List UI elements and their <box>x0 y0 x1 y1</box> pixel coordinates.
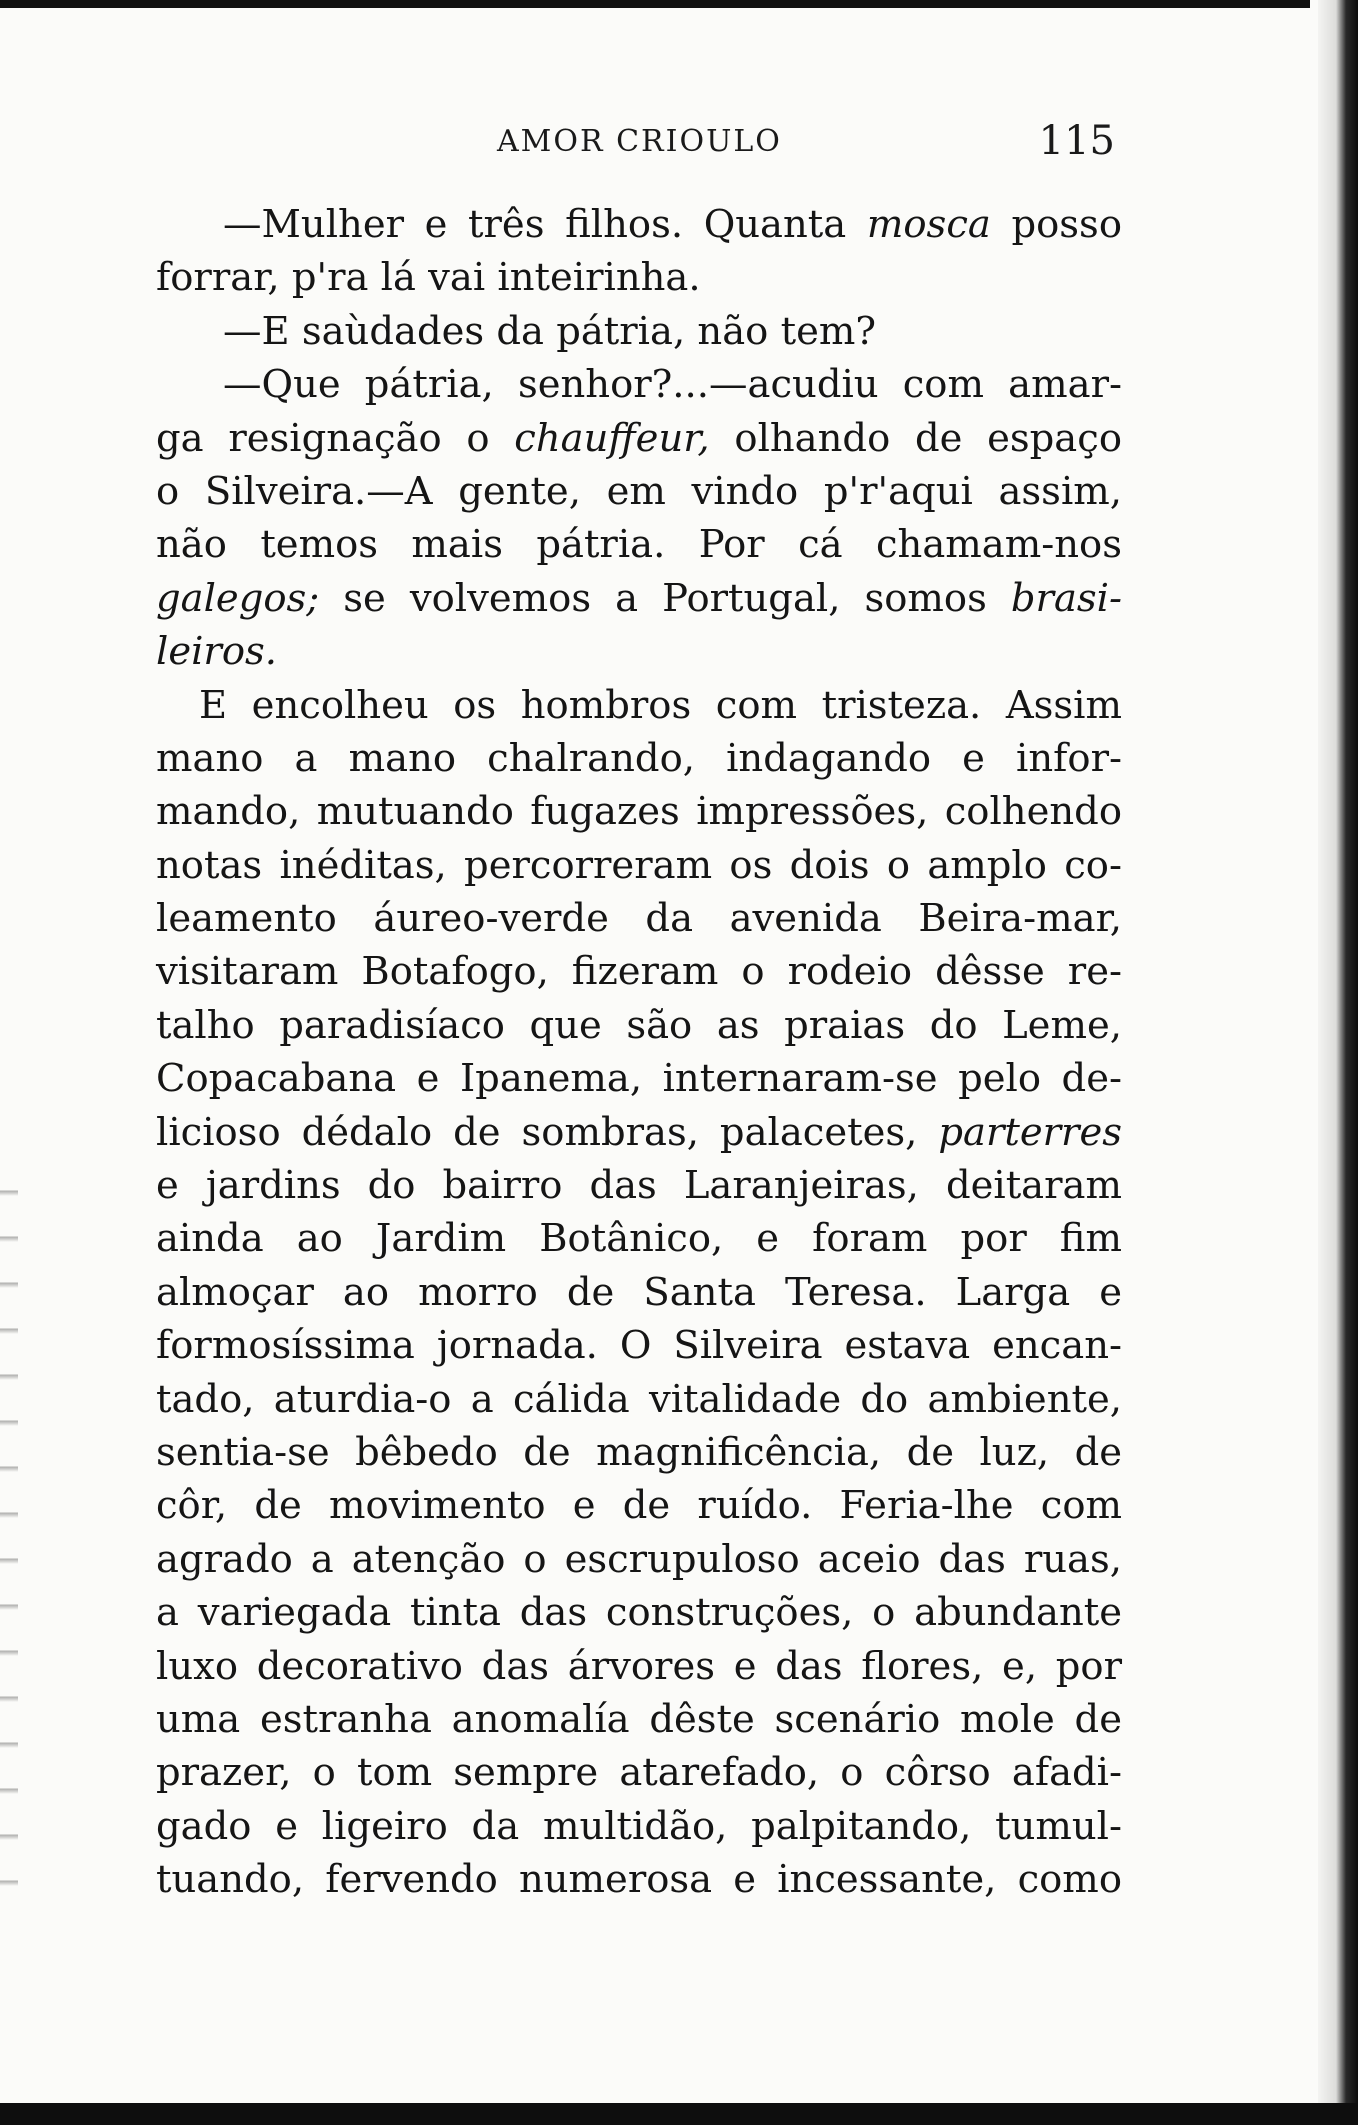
line-text: tuando, fervendo numerosa e incessante, como <box>156 1857 1122 1903</box>
line-text: licioso dédalo de sombras, palacetes, <box>156 1109 939 1155</box>
line-text: prazer, o tom sempre atarefado, o côrso afadi- <box>156 1750 1122 1796</box>
text-line <box>156 1106 1122 1159</box>
line-text: formosíssima jornada. O Silveira estava encan- <box>156 1323 1122 1369</box>
text-line <box>156 785 1122 838</box>
text-line <box>156 1426 1122 1479</box>
line-text: mano a mano chalrando, indagando e infor- <box>156 735 1122 781</box>
line-text: a variegada tinta das construções, o abundante <box>156 1590 1122 1636</box>
line-text: E encolheu os hombros com tristeza. Assim <box>199 682 1122 728</box>
line-text: côr, de movimento e de ruído. Feria-lhe com <box>156 1483 1122 1529</box>
line-text: forrar, p'ra lá vai inteirinha. <box>156 255 701 301</box>
line-text: —E saùdades da pátria, não tem? <box>223 308 876 354</box>
text-line <box>156 1693 1122 1746</box>
italic-word: brasi- <box>1010 575 1122 621</box>
line-text: —Mulher e três filhos. Quanta <box>223 202 867 247</box>
line-text: almoçar ao morro de Santa Teresa. Larga e <box>156 1269 1122 1315</box>
line-text: talho paradisíaco que são as praias do Leme, <box>156 1002 1122 1048</box>
text-line <box>156 572 1122 625</box>
text-line <box>156 1159 1122 1212</box>
text-line <box>156 1853 1122 1906</box>
scan-right-edge <box>1318 0 1358 2125</box>
scan-left-specks <box>0 1150 18 1910</box>
italic-word: chauffeur, <box>514 415 710 461</box>
line-text: agrado a atenção o escrupuloso aceio das ruas, <box>156 1536 1122 1582</box>
line-text: leamento áureo-verde da avenida Beira-mar, <box>156 896 1122 942</box>
line-text: se volvemos a Portugal, somos <box>319 575 1011 621</box>
text-line <box>156 198 1122 251</box>
line-text: mando, mutuando fugazes impressões, colhendo <box>156 789 1122 835</box>
text-line <box>156 412 1122 465</box>
italic-word: parterres <box>938 1109 1122 1155</box>
line-text: uma estranha anomalía dêste scenário mole de <box>156 1696 1122 1742</box>
text-line <box>156 839 1122 892</box>
line-text: notas inéditas, percorreram os dois o amplo co- <box>156 842 1122 888</box>
running-head <box>155 118 1115 168</box>
text-line <box>156 251 1122 304</box>
line-text: posso <box>990 202 1122 247</box>
body-text <box>156 198 1122 1907</box>
text-line <box>156 1640 1122 1693</box>
line-text: —Que pátria, senhor?...—acudiu com amar- <box>223 362 1122 408</box>
page-number: 115 <box>1038 118 1115 164</box>
text-line <box>156 1746 1122 1799</box>
text-line <box>156 999 1122 1052</box>
text-line <box>156 1479 1122 1532</box>
line-text: luxo decorativo das árvores e das flores, e, por <box>156 1643 1122 1689</box>
line-text: visitaram Botafogo, fizeram o rodeio dêsse re- <box>156 949 1122 995</box>
line-text: ga resignação o <box>156 415 515 461</box>
text-line <box>156 465 1122 518</box>
text-line <box>156 1533 1122 1586</box>
running-title: AMOR CRIOULO <box>497 124 782 159</box>
line-text: e jardins do bairro das Laranjeiras, deitaram <box>156 1163 1122 1209</box>
line-text: ainda ao Jardim Botânico, e foram por fim <box>156 1216 1122 1262</box>
text-line <box>156 1800 1122 1853</box>
text-line <box>156 1212 1122 1265</box>
scan-bottom-edge <box>0 2103 1358 2125</box>
line-text: não temos mais pátria. Por cá chamam-nos <box>156 522 1122 568</box>
text-line <box>156 1586 1122 1639</box>
text-line <box>156 625 1122 678</box>
text-line <box>156 945 1122 998</box>
line-text: o Silveira.—A gente, em vindo p'r'aqui assim, <box>156 468 1122 514</box>
text-line <box>156 1266 1122 1319</box>
line-text: olhando de espaço <box>709 415 1122 461</box>
italic-word: leiros. <box>156 629 277 675</box>
text-line <box>156 1052 1122 1105</box>
italic-word: mosca <box>866 202 991 247</box>
scan-top-edge <box>0 0 1310 8</box>
text-line <box>156 518 1122 571</box>
italic-word: galegos; <box>156 575 320 621</box>
line-text: gado e ligeiro da multidão, palpitando, tumul- <box>156 1803 1122 1849</box>
line-text: tado, aturdia-o a cálida vitalidade do ambiente, <box>156 1376 1122 1422</box>
line-text: sentia-se bêbedo de magnificência, de luz, de <box>156 1429 1122 1475</box>
text-line <box>156 1319 1122 1372</box>
text-line <box>156 892 1122 945</box>
line-text: Copacabana e Ipanema, internaram-se pelo de- <box>156 1056 1122 1102</box>
text-line <box>156 679 1122 732</box>
text-line <box>156 1373 1122 1426</box>
text-line <box>156 305 1122 358</box>
text-line <box>156 358 1122 411</box>
text-line <box>156 732 1122 785</box>
